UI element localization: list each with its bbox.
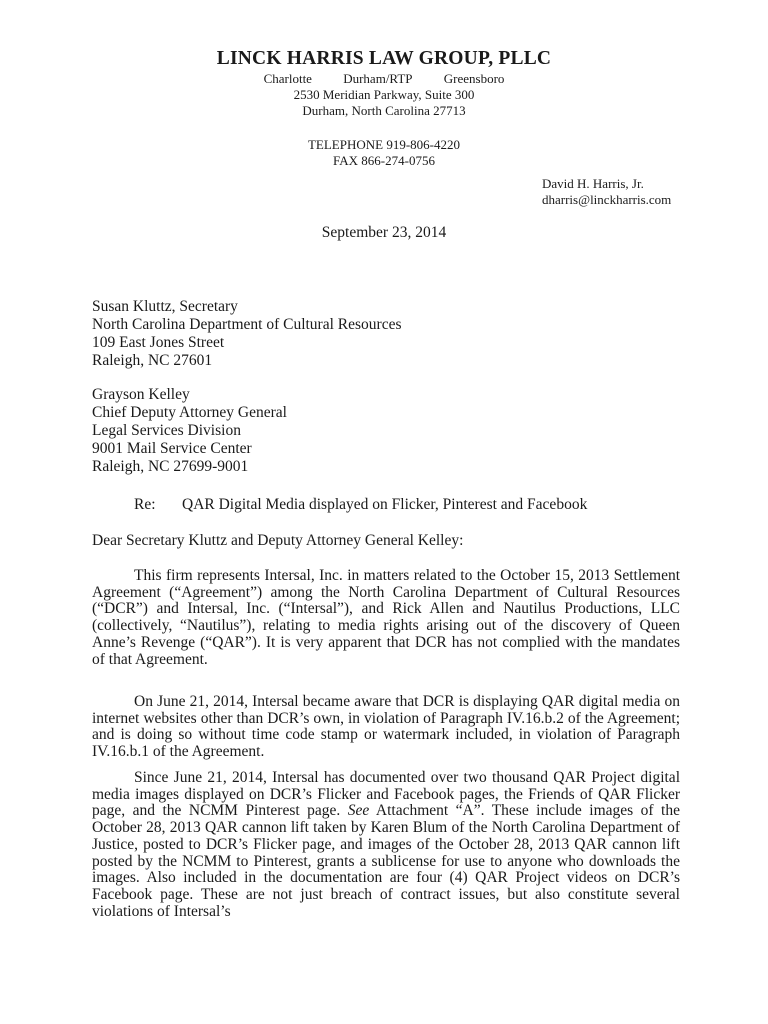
paragraph-text: Attachment “A”. These include images of the October 28, 2013 QAR cannon lift taken by Karen Blum of the North Carolina Department of Justice, posted to DCR’s Flicker page, and images of the October 28, 2013 QAR cannon lift posted by the NCMM to Pinterest, grants a sublicense for use to anyone who downloads the images. Also included in the documentation are four (4) QAR Project videos on DCR’s Facebook page. These are not just breach of contract issues, but also constitute several violations of Intersal’s [92, 802, 680, 920]
recipient-line: Legal Services Division [92, 422, 241, 439]
subject-label: Re: [134, 496, 156, 513]
firm-contact [0, 137, 768, 169]
office-locations [0, 71, 768, 87]
recipient-line: North Carolina Department of Cultural Resources [92, 316, 402, 333]
see-citation: See [347, 802, 370, 820]
recipient-line: Raleigh, NC 27699-9001 [92, 458, 249, 475]
recipient-address [92, 298, 402, 370]
paragraph-text: Since June 21, 2014, Intersal has documented over two thousand QAR Project digital media images displayed on DCR’s Flicker and Facebook pages, the Friends of QAR Flicker page, and the NCMM Pinterest page. [92, 769, 680, 820]
sender-email: dharris@linckharris.com [542, 192, 672, 207]
letter-date: September 23, 2014 [321, 224, 447, 241]
body-paragraph: On June 21, 2014, Intersal became aware that DCR is displaying QAR digital media on internet websites other than DCR’s own, in violation of Paragraph IV.16.b.2 of the Agreement; and is doing so without time code stamp or watermark included, in violation of Paragraph IV.16.b.1 of the Agreement. [92, 693, 680, 761]
subject-line [134, 496, 587, 514]
firm-address-line: 2530 Meridian Parkway, Suite 300 [293, 87, 475, 102]
office-location: Greensboro [443, 71, 505, 86]
body-paragraph: This firm represents Intersal, Inc. in matters related to the October 15, 2013 Settlement Agreement (“Agreement”) among the North Carolina Department of Cultural Resources (“DCR”) and Intersal, Inc. (“Intersal”), and Rick Allen and Nautilus Productions, LLC (collectively, “Nautilus”), relating to media rights arising out of the discovery of Queen Anne’s Revenge (“QAR”). It is very apparent that DCR has not complied with the mandates of that Agreement. [92, 567, 680, 668]
office-location: Durham/RTP [343, 71, 413, 86]
recipient-address [92, 386, 287, 476]
recipient-line: Raleigh, NC 27601 [92, 352, 213, 369]
office-location: Charlotte [263, 71, 312, 86]
recipient-line: Susan Kluttz, Secretary [92, 298, 238, 315]
recipient-line: 9001 Mail Service Center [92, 440, 252, 457]
firm-telephone: TELEPHONE 919-806-4220 [307, 137, 460, 152]
sender-name: David H. Harris, Jr. [542, 176, 644, 191]
recipient-line: Grayson Kelley [92, 386, 190, 403]
letterhead [0, 48, 768, 169]
recipient-line: 109 East Jones Street [92, 334, 225, 351]
subject-text: QAR Digital Media displayed on Flicker, Pinterest and Facebook [182, 496, 588, 513]
firm-name: LINCK HARRIS LAW GROUP, PLLC [216, 48, 552, 69]
body-paragraph [92, 770, 680, 920]
firm-fax: FAX 866-274-0756 [333, 153, 435, 168]
firm-address-line: Durham, North Carolina 27713 [302, 103, 466, 118]
sender-block [542, 176, 671, 208]
salutation: Dear Secretary Kluttz and Deputy Attorney General Kelley: [92, 532, 464, 549]
recipient-line: Chief Deputy Attorney General [92, 404, 287, 421]
